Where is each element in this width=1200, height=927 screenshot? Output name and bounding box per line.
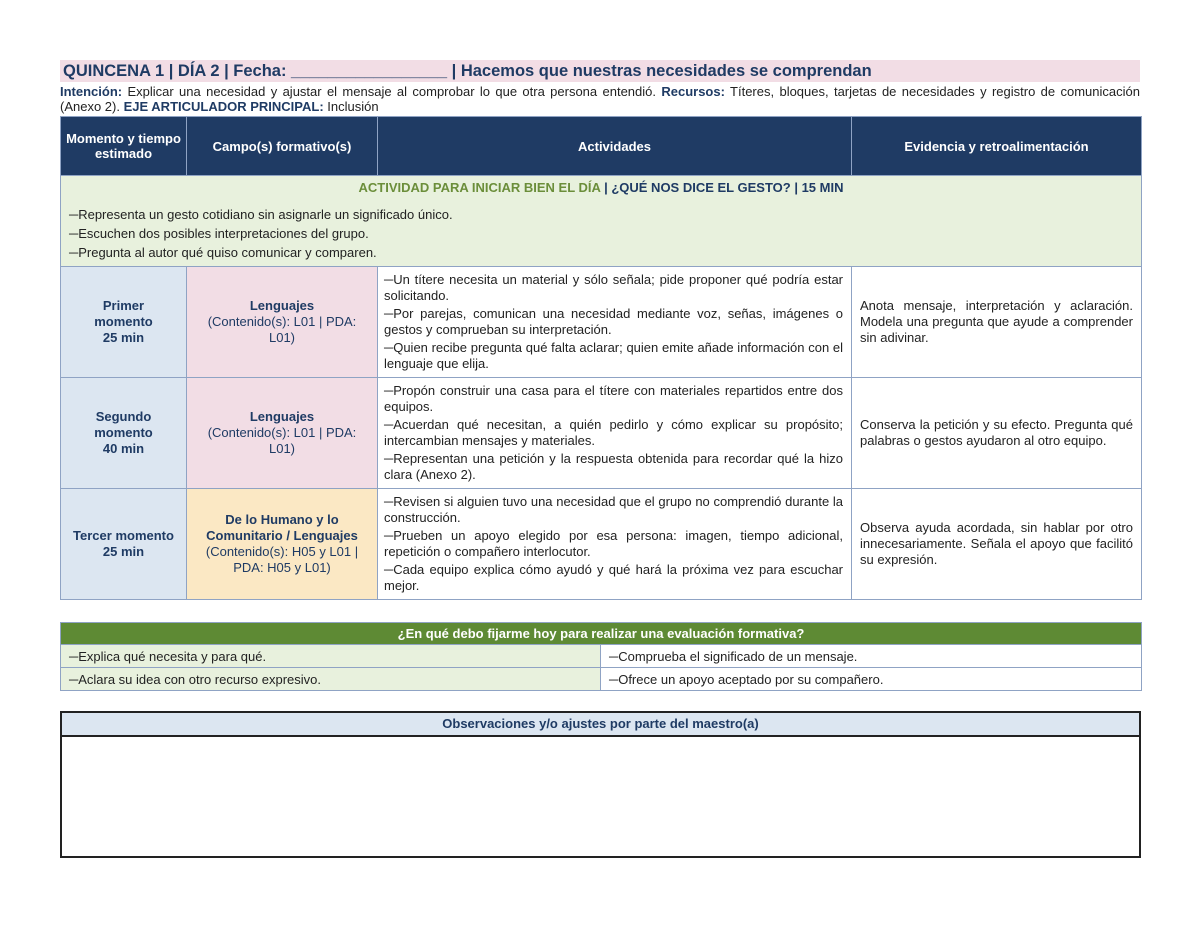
moment-cell — [61, 489, 187, 600]
activity-item: ─Prueben un apoyo elegido por esa persona: imagen, tiempo adicional, repetición o compañero interlocutor. — [384, 528, 843, 559]
activity-item: ─Acuerdan qué necesitan, a quién pedirlo y cómo explicar su propósito; intercambian mensajes y materiales. — [384, 417, 843, 448]
table-row — [61, 489, 1142, 600]
table-row — [61, 378, 1142, 489]
campo-cell — [187, 489, 378, 600]
campo-name: Lenguajes — [249, 409, 315, 424]
evaluation-title: ¿En qué debo fijarme hoy para realizar una evaluación formativa? — [61, 623, 1142, 645]
evaluation-item: ─Explica qué necesita y para qué. — [61, 645, 601, 668]
observations-title: Observaciones y/o ajustes por parte del maestro(a) — [62, 713, 1139, 737]
activities-table — [60, 116, 1142, 600]
formative-evaluation-table — [60, 622, 1142, 691]
page-title: QUINCENA 1 | DÍA 2 | Fecha: _________________ | Hacemos que nuestras necesidades se comprendan — [60, 60, 1140, 82]
activities-cell — [378, 489, 852, 600]
activity-item: ─Revisen si alguien tuvo una necesidad que el grupo no comprendió durante la construcción. — [384, 494, 843, 525]
opening-title — [69, 180, 1133, 196]
opening-title-green: ACTIVIDAD PARA INICIAR BIEN EL DÍA — [358, 180, 601, 195]
resources-text: Títeres, bloques, tarjetas de necesidades y registro de comunicación (Anexo 2). — [60, 84, 1140, 114]
opening-line: ─Escuchen dos posibles interpretaciones del grupo. — [69, 226, 369, 241]
header-moment: Momento y tiempo estimado — [61, 117, 187, 176]
campo-content: (Contenido(s): L01 | PDA: L01) — [207, 425, 357, 456]
table-row — [61, 645, 1142, 668]
resources-label: Recursos: — [661, 84, 725, 99]
evaluation-item: ─Comprueba el significado de un mensaje. — [601, 645, 1142, 668]
axis-text: Inclusión — [323, 99, 379, 114]
observations-area[interactable] — [62, 737, 1139, 858]
table-row — [61, 668, 1142, 691]
campo-name: De lo Humano y lo Comunitario / Lenguajes — [206, 512, 358, 543]
opening-line: ─Representa un gesto cotidiano sin asignarle un significado único. — [69, 207, 453, 222]
moment-time: 25 min — [102, 544, 145, 559]
activity-item: ─Quien recibe pregunta qué falta aclarar; quien emite añade información con el lenguaje que elija. — [384, 340, 843, 371]
activity-item: ─Representan una petición y la respuesta obtenida para recordar qué la hizo clara (Anexo 2). — [384, 451, 843, 482]
moment-name: Segundo momento — [94, 409, 153, 440]
moment-cell — [61, 378, 187, 489]
observations-box — [60, 711, 1141, 858]
activities-cell — [378, 267, 852, 378]
moment-cell — [61, 267, 187, 378]
table-row — [61, 267, 1142, 378]
lesson-plan — [60, 60, 1140, 691]
campo-name: Lenguajes — [249, 298, 315, 313]
opening-line: ─Pregunta al autor qué quiso comunicar y comparen. — [69, 245, 377, 260]
activity-item: ─Un títere necesita un material y sólo señala; pide proponer qué podría estar solicitando. — [384, 272, 843, 303]
campo-cell — [187, 267, 378, 378]
intro-paragraph — [60, 84, 1140, 114]
moment-name: Tercer momento — [73, 528, 174, 543]
activity-item: ─Por parejas, comunican una necesidad mediante voz, señas, imágenes o gestos y comprueban su interpretación. — [384, 306, 843, 337]
header-campo: Campo(s) formativo(s) — [187, 117, 378, 176]
axis-label: EJE ARTICULADOR PRINCIPAL: — [123, 99, 324, 114]
moment-time: 25 min — [102, 330, 145, 345]
activity-item: ─Cada equipo explica cómo ayudó y qué hará la próxima vez para escuchar mejor. — [384, 562, 843, 593]
header-activities: Actividades — [378, 117, 852, 176]
evaluation-item: ─Ofrece un apoyo aceptado por su compañero. — [601, 668, 1142, 691]
opening-title-blue: | ¿QUÉ NOS DICE EL GESTO? | 15 MIN — [600, 180, 844, 195]
moment-time: 40 min — [102, 441, 145, 456]
evidence-cell: Conserva la petición y su efecto. Pregunta qué palabras o gestos ayudaron al otro equipo. — [852, 378, 1142, 489]
intention-text: Explicar una necesidad y ajustar el mensaje al comprobar lo que otra persona entendió. — [122, 84, 662, 99]
header-evidence: Evidencia y retroalimentación — [852, 117, 1142, 176]
evidence-cell: Anota mensaje, interpretación y aclaración. Modela una pregunta que ayude a comprender sin adivinar. — [852, 267, 1142, 378]
activity-item: ─Propón construir una casa para el títere con materiales repartidos entre dos equipos. — [384, 383, 843, 414]
campo-cell — [187, 378, 378, 489]
intention-label: Intención: — [60, 84, 123, 99]
opening-activity-row — [61, 176, 1142, 267]
evaluation-item: ─Aclara su idea con otro recurso expresivo. — [61, 668, 601, 691]
opening-activity — [61, 176, 1142, 267]
moment-name: Primer momento — [94, 298, 153, 329]
campo-content: (Contenido(s): H05 y L01 | PDA: H05 y L01) — [205, 544, 359, 575]
campo-content: (Contenido(s): L01 | PDA: L01) — [207, 314, 357, 345]
evidence-cell: Observa ayuda acordada, sin hablar por otro innecesariamente. Señala el apoyo que facilitó su expresión. — [852, 489, 1142, 600]
activities-cell — [378, 378, 852, 489]
table-header-row — [61, 117, 1142, 176]
